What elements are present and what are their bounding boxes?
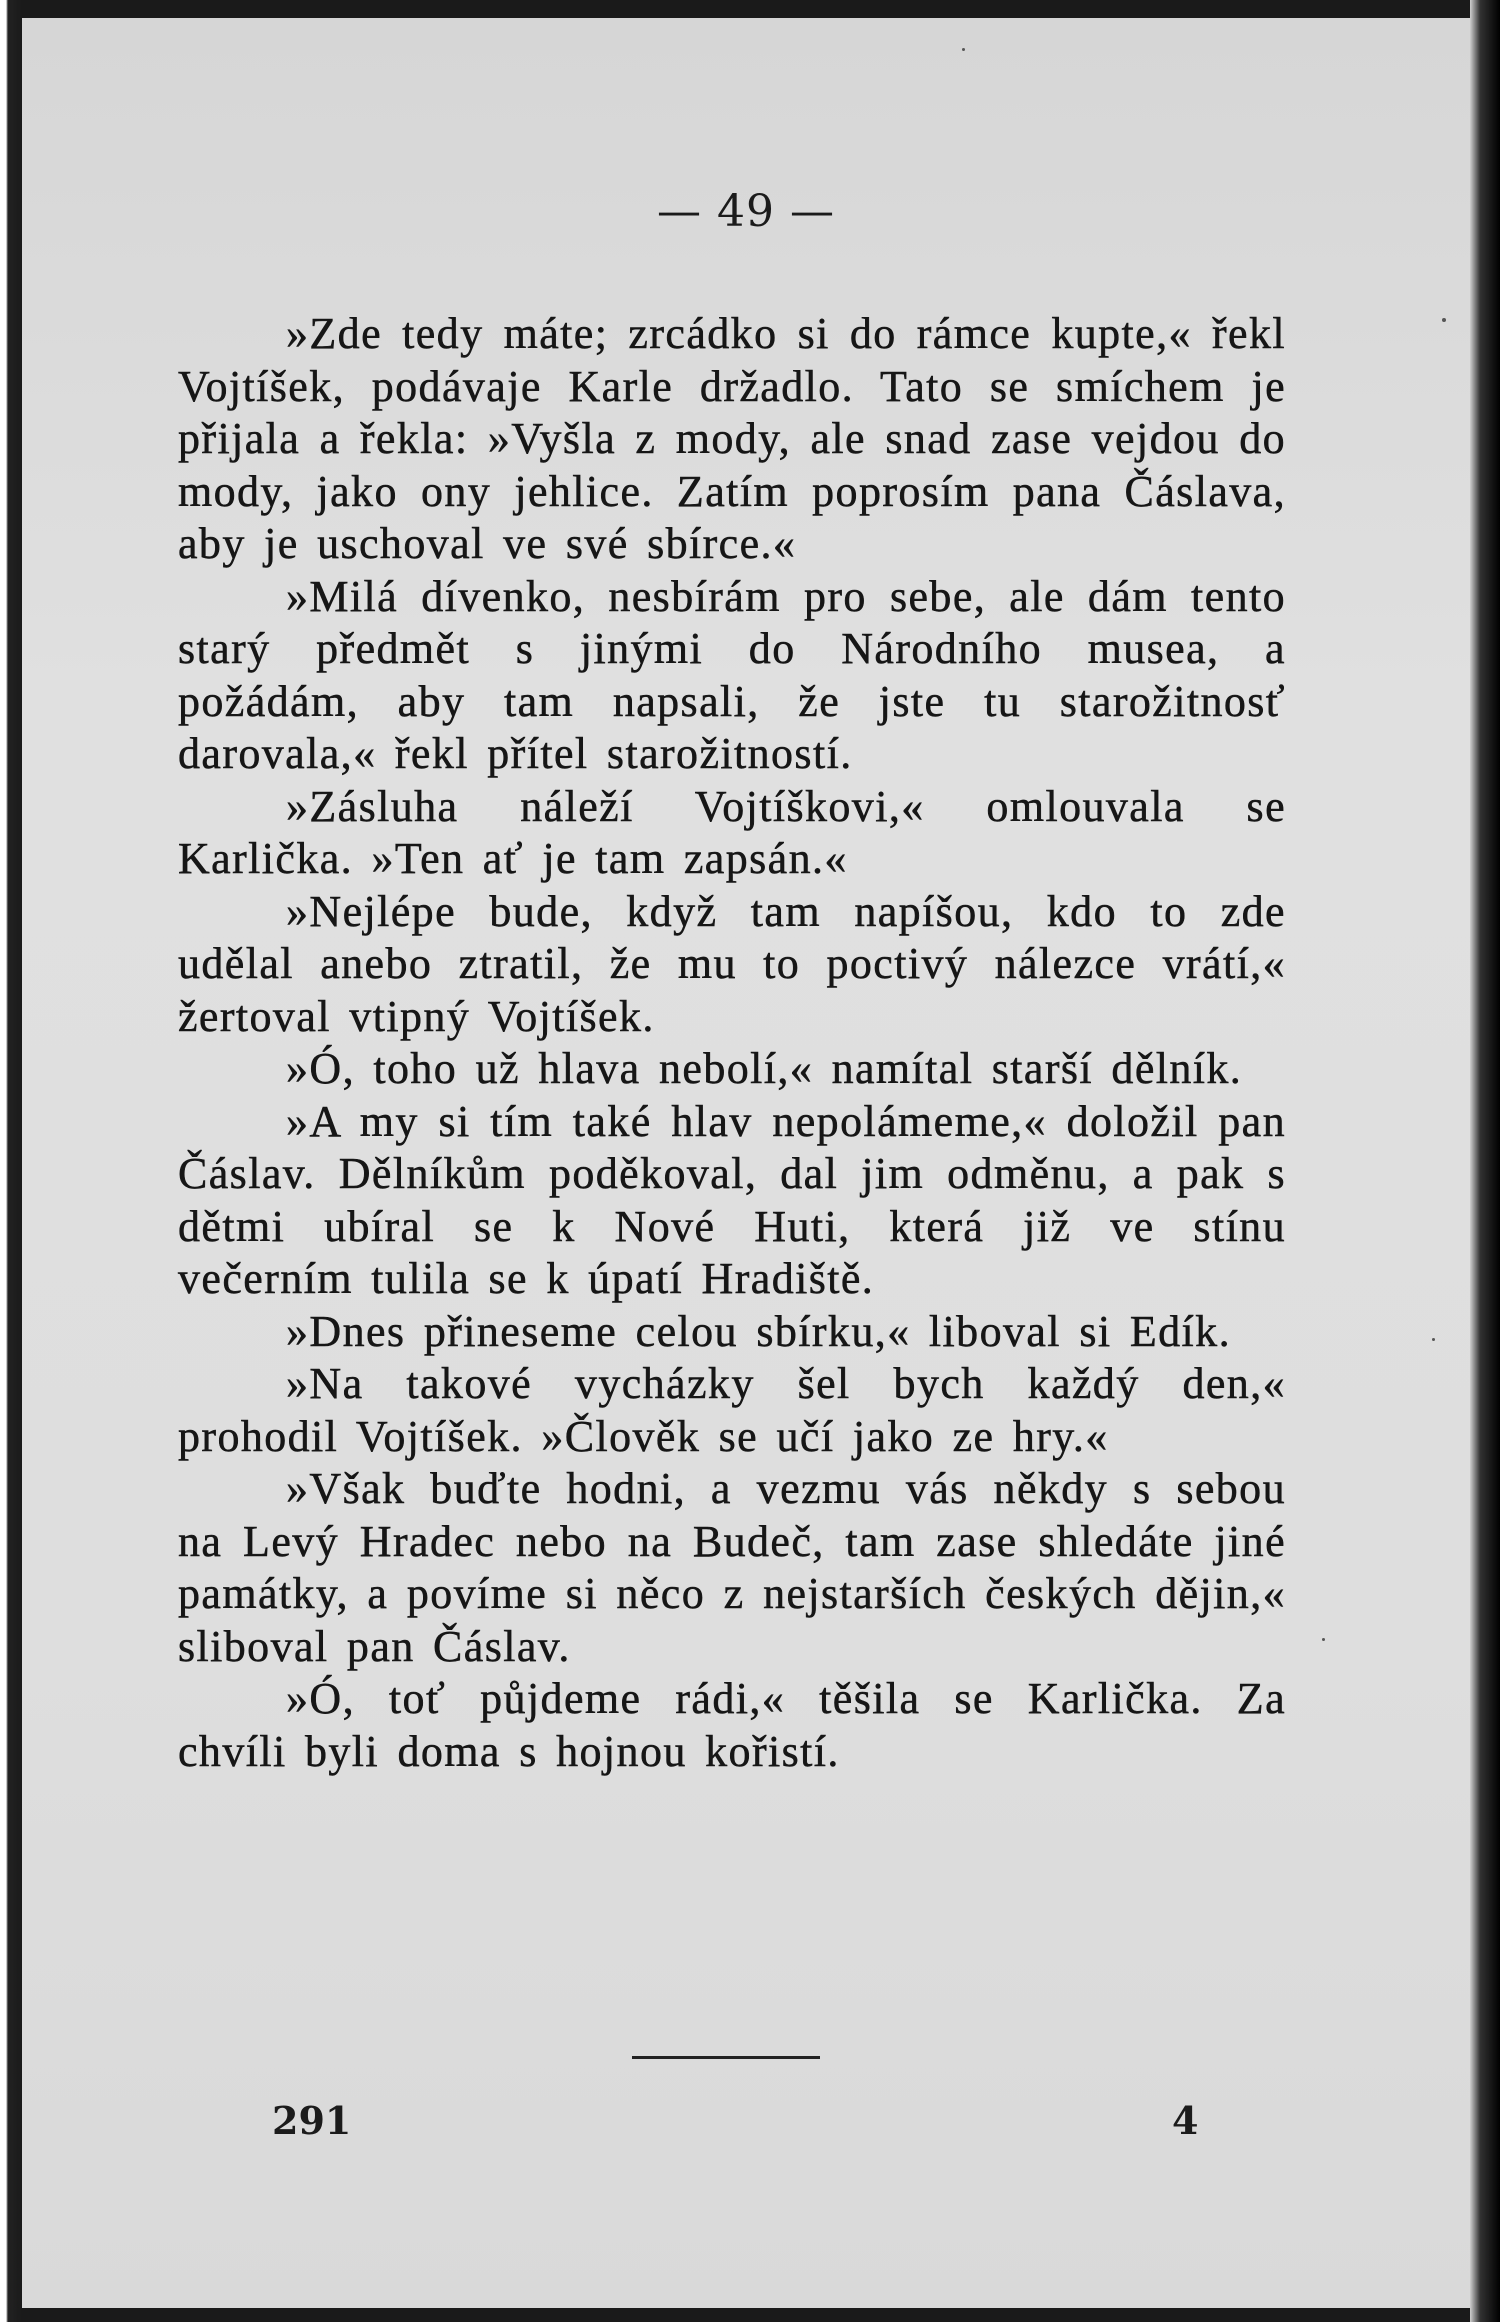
paragraph: »A my si tím také hlav nepolámeme,« doložil pan Čáslav. Dělníkům poděkoval, dal jim odměnu, a pak s dětmi ubíral se k Nové Huti, která již ve stínu večerním tulila se k úpatí Hradiště. bbox=[178, 1096, 1286, 1303]
paragraph: »Milá dívenko, nesbírám pro sebe, ale dám tento starý předmět s jinými do Národního musea, a požádám, aby tam napsali, že jste tu starožitnosť darovala,« řekl přítel starožitností. bbox=[178, 571, 1286, 778]
sheet-number: 4 bbox=[1172, 2098, 1199, 2143]
paragraph: »Však buďte hodni, a vezmu vás někdy s sebou na Levý Hradec nebo na Budeč, tam zase shledáte jiné památky, a povíme si něco z nejstarších českých dějin,« sliboval pan Čáslav. bbox=[178, 1464, 1286, 1671]
body-text bbox=[178, 308, 1286, 1778]
paragraph: »Zásluha náleží Vojtíškovi,« omlouvala se Karlička. »Ten ať je tam zapsán.« bbox=[178, 781, 1286, 883]
paper-speck bbox=[962, 48, 965, 51]
page-right-edge bbox=[1470, 0, 1500, 2322]
page-number: — 49 — bbox=[657, 186, 835, 237]
paragraph: »Na takové vycházky šel bych každý den,« prohodil Vojtíšek. »Člověk se učí jako ze hry.« bbox=[178, 1359, 1286, 1461]
closing-rule bbox=[632, 2056, 820, 2059]
paper-speck bbox=[1322, 1638, 1325, 1641]
paragraph: »Ó, toť půjdeme rádi,« těšila se Karlička. Za chvíli byli doma s hojnou kořistí. bbox=[178, 1674, 1286, 1776]
page-left-edge bbox=[0, 0, 22, 2322]
paper-speck bbox=[1442, 318, 1446, 322]
paragraph: »Zde tedy máte; zrcádko si do rámce kupte,« řekl Vojtíšek, podávaje Karle držadlo. Tato se smíchem je přijala a řekla: »Vyšla z mody, ale snad zase vejdou do mody, jako ony jehlice. Zatím poprosím pana Čáslava, aby je uschoval ve své sbírce.« bbox=[178, 309, 1286, 568]
paper-speck bbox=[1432, 1338, 1435, 1341]
signature-mark: 291 bbox=[272, 2098, 352, 2143]
paragraph: »Dnes přineseme celou sbírku,« liboval si Edík. bbox=[286, 1306, 1231, 1356]
book-page bbox=[22, 18, 1470, 2308]
paragraph: »Ó, toho už hlava nebolí,« namítal starší dělník. bbox=[286, 1044, 1243, 1093]
paragraph: »Nejlépe bude, když tam napíšou, kdo to zde udělal anebo ztratil, že mu to poctivý nálezce vrátí,« žertoval vtipný Vojtíšek. bbox=[178, 886, 1286, 1041]
